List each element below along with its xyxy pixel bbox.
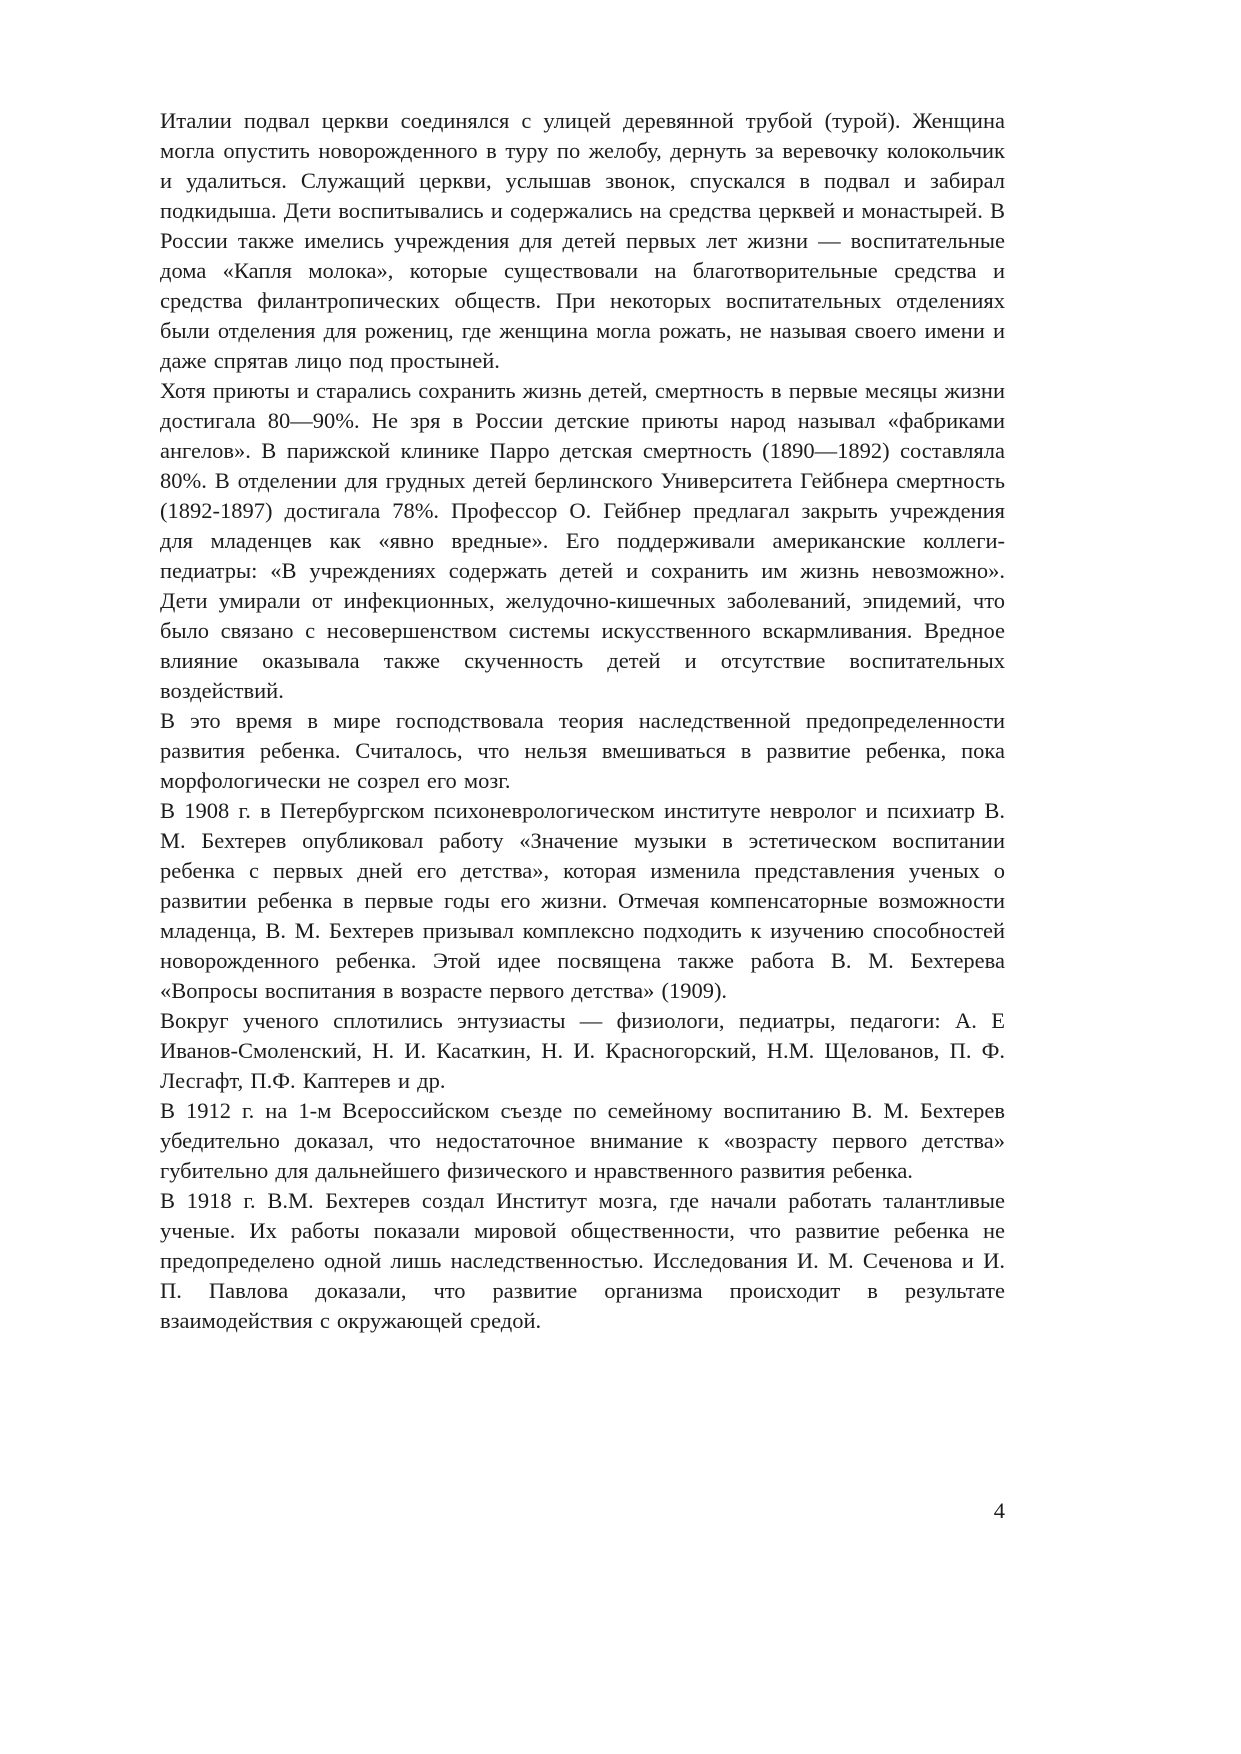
paragraph-1: Италии подвал церкви соединялся с улицей деревянной трубой (турой). Женщина могла опустить новорожденного в туру по желобу, дернуть за веревочку колокольчик и удалиться. Служащий церкви, услышав звонок, спускался в подвал и забирал подкидыша. Дети воспитывались и содержались на средства церквей и монастырей. В России также имелись учреждения для детей первых лет жизни — воспитательные дома «Капля молока», которые существовали на благотворительные средства и средства филантропических обществ. При некоторых воспитательных отделениях были отделения для рожениц, где женщина могла рожать, не называя своего имени и даже спрятав лицо под простыней. — [160, 108, 1005, 373]
paragraph-7: В 1918 г. В.М. Бехтерев создал Институт мозга, где начали работать талантливые ученые. Их работы показали мировой общественности, что развитие ребенка не предопределено одной лишь наследственностью. Исследования И. М. Сеченова и И. П. Павлова доказали, что развитие организма происходит в результате взаимодействия с окружающей средой. — [160, 1188, 1005, 1333]
page-text-block — [160, 106, 1005, 1336]
paragraph-2: Хотя приюты и старались сохранить жизнь детей, смертность в первые месяцы жизни достигала 80—90%. Не зря в России детские приюты народ называл «фабриками ангелов». В парижской клинике Парро детская смертность (1890—1892) составляла 80%. В отделении для грудных детей берлинского Университета Гейбнера смертность (1892-1897) достигала 78%. Профессор О. Гейбнер предлагал закрыть учреждения для младенцев как «явно вредные». Его поддерживали американские коллеги-педиатры: «В учреждениях содержать детей и сохранить им жизнь невозможно». Дети умирали от инфекционных, желудочно-кишечных заболеваний, эпидемий, что было связано с несовершенством системы искусственного вскармливания. Вредное влияние оказывала также скученность детей и отсутствие воспитательных воздействий. — [160, 378, 1005, 703]
paragraph-6: В 1912 г. на 1-м Всероссийском съезде по семейному воспитанию В. М. Бехтерев убедительно доказал, что недостаточное внимание к «возрасту первого детства» губительно для дальнейшего физического и нравственного развития ребенка. — [160, 1098, 1005, 1183]
page-number: 4 — [993, 1498, 1005, 1523]
paragraph-5: Вокруг ученого сплотились энтузиасты — физиологи, педиатры, педагоги: А. Е Иванов-Смоленский, Н. И. Касаткин, Н. И. Красногорский, Н.М. Щелованов, П. Ф. Лесгафт, П.Ф. Каптерев и др. — [160, 1008, 1005, 1093]
paragraph-3: В это время в мире господствовала теория наследственной предопределенности развития ребенка. Считалось, что нельзя вмешиваться в развитие ребенка, пока морфологически не созрел его мозг. — [160, 708, 1005, 793]
paragraph-4: В 1908 г. в Петербургском психоневрологическом институте невролог и психиатр В. М. Бехтерев опубликовал работу «Значение музыки в эстетическом воспитании ребенка с первых дней его детства», которая изменила представления ученых о развитии ребенка в первые годы его жизни. Отмечая компенсаторные возможности младенца, В. М. Бехтерев призывал комплексно подходить к изучению способностей новорожденного ребенка. Этой идее посвящена также работа В. М. Бехтерева «Вопросы воспитания в возрасте первого детства» (1909). — [160, 798, 1005, 1003]
